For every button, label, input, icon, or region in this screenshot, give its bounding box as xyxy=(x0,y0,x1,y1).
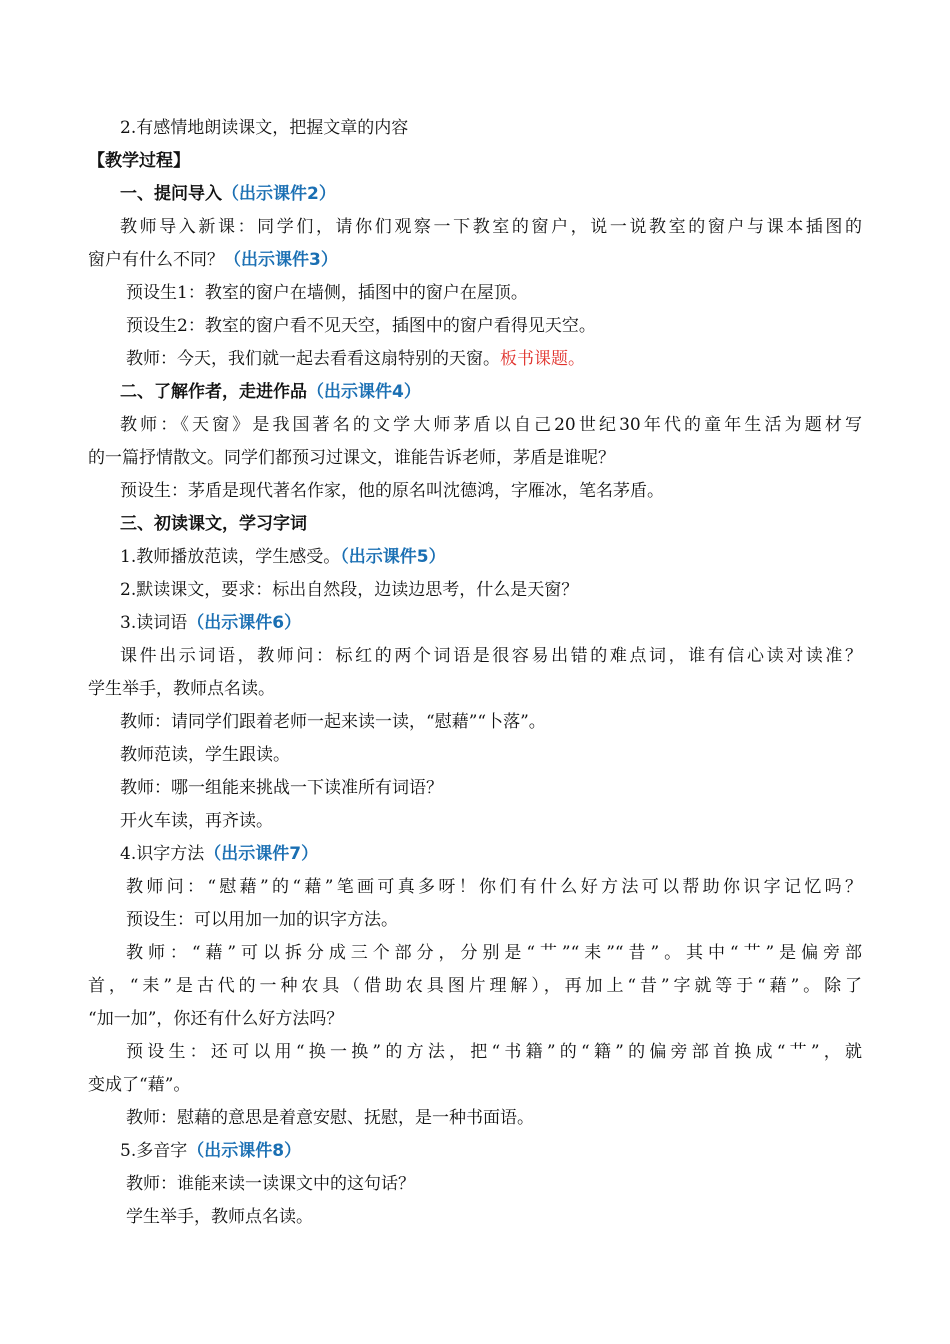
paragraph-line: 窗户有什么不同？（出示课件3） xyxy=(88,250,338,270)
paragraph-line: 1.教师播放范读，学生感受。（出示课件5） xyxy=(120,547,446,567)
courseware-ref: （出示课件7） xyxy=(204,844,319,864)
courseware-ref: （出示课件4） xyxy=(307,382,421,402)
paragraph-line: 学生举手，教师点名读。 xyxy=(88,679,275,699)
paragraph-line: 预设生2：教室的窗户看不见天空，插图中的窗户看得见天空。 xyxy=(126,316,596,336)
paragraph-line: 教师：请同学们跟着老师一起来读一读，“慰藉”“卜落”。 xyxy=(120,712,546,732)
paragraph-line: 的一篇抒情散文。同学们都预习过课文，谁能告诉老师，茅盾是谁呢？ xyxy=(88,448,615,468)
paragraph-line: 5.多音字（出示课件8） xyxy=(120,1141,302,1161)
courseware-ref: （出示课件2） xyxy=(222,184,336,204)
paragraph-line: 4.识字方法（出示课件7） xyxy=(120,844,319,864)
paragraph-line: 教师：“藉”可以拆分成三个部分，分别是“艹”“耒”“昔”。其中“艹”是偏旁部 xyxy=(126,943,862,963)
paragraph-line: 教师：今天，我们就一起去看看这扇特别的天窗。板书课题。 xyxy=(126,349,585,369)
paragraph-line: 变成了“藉”。 xyxy=(88,1075,191,1095)
courseware-ref: （出示课件6） xyxy=(187,613,302,633)
section-heading-teaching-process: 【教学过程】 xyxy=(88,151,190,171)
objective-line: 2.有感情地朗读课文，把握文章的内容 xyxy=(120,118,409,138)
paragraph-line: 开火车读，再齐读。 xyxy=(120,811,273,831)
subheading-author: 二、了解作者，走进作品（出示课件4） xyxy=(120,382,421,402)
paragraph-line: 教师：哪一组能来挑战一下读准所有词语？ xyxy=(120,778,443,798)
paragraph-line: 2.默读课文，要求：标出自然段，边读边思考，什么是天窗？ xyxy=(120,580,579,600)
courseware-ref: （出示课件8） xyxy=(187,1141,302,1161)
paragraph-line: 教师导入新课：同学们，请你们观察一下教室的窗户，说一说教室的窗户与课本插图的 xyxy=(120,217,862,237)
paragraph-line: 3.读词语（出示课件6） xyxy=(120,613,302,633)
paragraph-line: 教师问：“慰藉”的“藉”笔画可真多呀！你们有什么好方法可以帮助你识字记忆吗？ xyxy=(126,877,862,897)
paragraph-line: 预设生：还可以用“换一换”的方法，把“书籍”的“籍”的偏旁部首换成“艹”，就 xyxy=(126,1042,862,1062)
paragraph-line: 预设生1：教室的窗户在墙侧，插图中的窗户在屋顶。 xyxy=(126,283,528,303)
paragraph-line: 教师：《天窗》是我国著名的文学大师茅盾以自己20世纪30年代的童年生活为题材写 xyxy=(120,415,862,435)
paragraph-line: 教师：慰藉的意思是着意安慰、抚慰，是一种书面语。 xyxy=(126,1108,534,1128)
paragraph-line: “加一加”，你还有什么好方法吗？ xyxy=(88,1009,344,1029)
paragraph-line: 学生举手，教师点名读。 xyxy=(126,1207,313,1227)
paragraph-line: 课件出示词语，教师问：标红的两个词语是很容易出错的难点词，谁有信心读对读准？ xyxy=(120,646,862,666)
paragraph-line: 教师范读，学生跟读。 xyxy=(120,745,290,765)
courseware-ref: （出示课件3） xyxy=(224,250,338,270)
paragraph-line: 预设生：可以用加一加的识字方法。 xyxy=(126,910,398,930)
paragraph-line: 教师：谁能来读一读课文中的这句话？ xyxy=(126,1174,415,1194)
board-title-note: 板书课题。 xyxy=(500,349,585,369)
subheading-intro: 一、提问导入（出示课件2） xyxy=(120,184,336,204)
courseware-ref: （出示课件5） xyxy=(340,547,446,567)
paragraph-line: 预设生：茅盾是现代著名作家，他的原名叫沈德鸿，字雁冰，笔名茅盾。 xyxy=(120,481,664,501)
paragraph-line: 首，“耒”是古代的一种农具（借助农具图片理解），再加上“昔”字就等于“藉”。除了 xyxy=(88,976,862,996)
subheading-first-reading: 三、初读课文，学习字词 xyxy=(120,514,307,534)
